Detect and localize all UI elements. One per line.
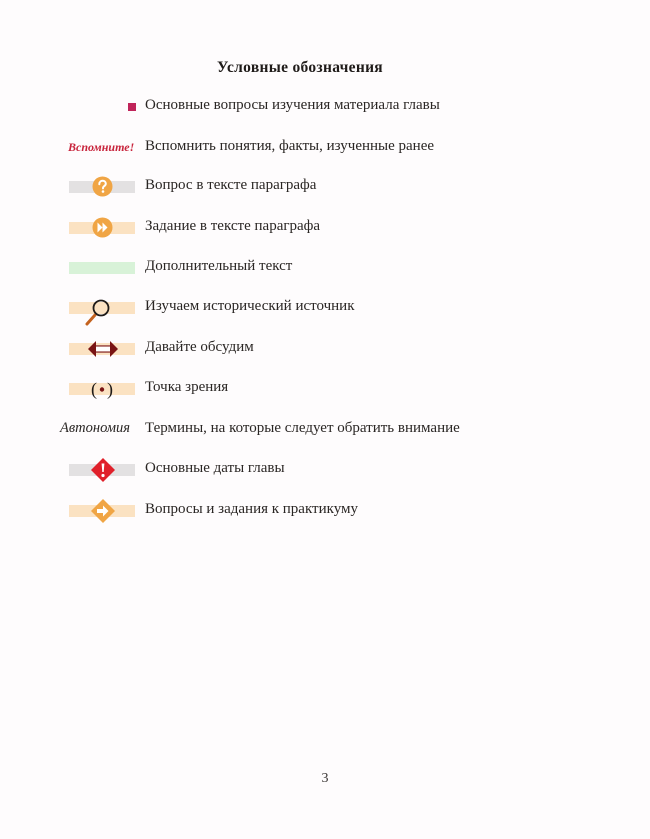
magnifier-icon: [84, 297, 114, 327]
question-icon: [92, 176, 113, 197]
fast-forward-icon: [92, 217, 113, 238]
page-title: Условные обозначения: [216, 59, 383, 76]
legend-item-task: [0, 216, 650, 240]
legend-label: Вопрос в тексте параграфа: [145, 177, 317, 193]
legend-label: Основные даты главы: [145, 460, 285, 476]
legend-item-question: [0, 175, 650, 199]
legend-item-historical-source: [0, 296, 650, 320]
legend-item-terms: [0, 418, 650, 442]
page-number: 3: [321, 771, 329, 786]
legend-label: Давайте обсудим: [145, 339, 254, 355]
exclamation-diamond-icon: [90, 457, 116, 483]
legend-label: Термины, на которые следует обратить внимание: [145, 420, 460, 436]
arrow-diamond-icon: [90, 498, 116, 524]
legend-label: Задание в тексте параграфа: [145, 218, 321, 234]
square-bullet-icon: [128, 103, 136, 111]
legend-item-additional-text: [0, 256, 650, 280]
legend-label: Точка зрения: [145, 379, 229, 395]
legend-item-key-dates: [0, 458, 650, 482]
legend-item-practicum: [0, 499, 650, 523]
legend-label: Изучаем исторический источник: [145, 298, 355, 314]
legend-item-remember: [0, 136, 650, 160]
legend-label: Вспомнить понятия, факты, изученные ранее: [145, 138, 435, 154]
legend-item-discuss: [0, 337, 650, 361]
legend-label: Основные вопросы изучения материала главы: [145, 97, 440, 113]
svg-text:(: (: [91, 379, 97, 399]
svg-text:): ): [107, 379, 113, 399]
green-bar: [69, 262, 135, 274]
legend-item-point-of-view: [0, 377, 650, 401]
remember-marker: Вспомните!: [68, 140, 135, 154]
point-of-view-icon: [90, 377, 114, 401]
term-marker: Автономия: [60, 420, 131, 436]
legend-label: Вопросы и задания к практикуму: [145, 501, 359, 517]
legend-label: Дополнительный текст: [145, 258, 293, 274]
double-arrow-icon: [88, 340, 118, 358]
legend-item-main-questions: [0, 95, 650, 119]
